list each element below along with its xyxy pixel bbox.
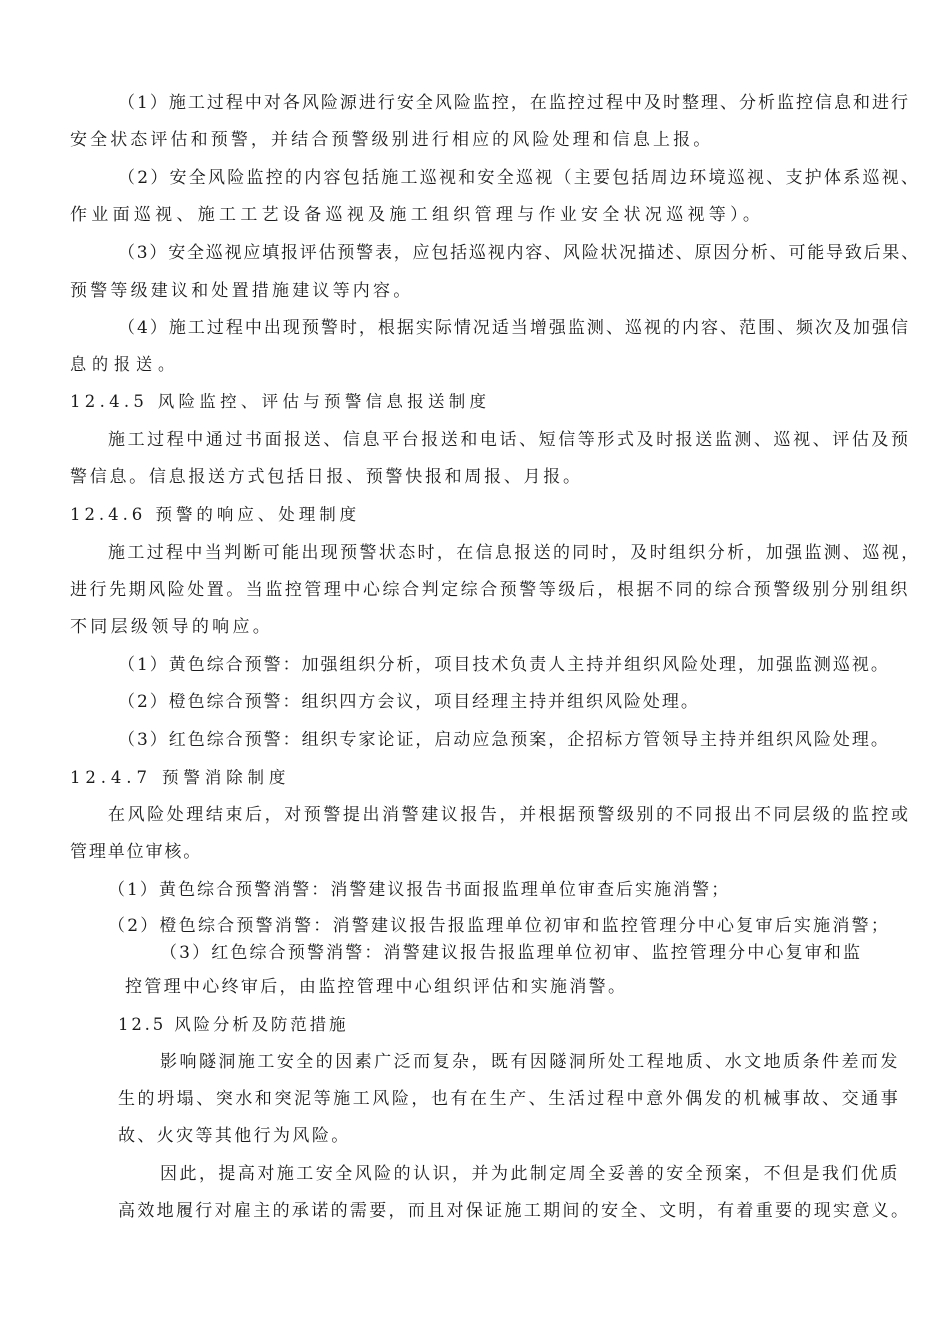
paragraph-line: 在风险处理结束后，对预警提出消警建议报告，并根据预警级别的不同报出不同层级的监控或 [108, 805, 911, 825]
paragraph-line: 生的坍塌、突水和突泥等施工风险，也有在生产、生活过程中意外偶发的机械事故、交通事 [118, 1089, 901, 1109]
paragraph-line: 管理单位审核。 [70, 842, 203, 862]
section-heading: 12.4.5 风险监控、评估与预警信息报送制度 [70, 392, 491, 411]
section-heading: 12.4.6 预警的响应、处理制度 [70, 505, 361, 524]
paragraph-line: 高效地履行对雇主的承诺的需要，而且对保证施工期间的安全、文明，有着重要的现实意义。 [118, 1201, 911, 1221]
paragraph-line: 施工过程中通过书面报送、信息平台报送和电话、短信等形式及时报送监测、巡视、评估及预 [108, 430, 911, 450]
paragraph-line: 施工过程中当判断可能出现预警状态时，在信息报送的同时，及时组织分析，加强监测、巡视， [108, 543, 921, 563]
paragraph-line: 因此，提高对施工安全风险的认识，并为此制定周全妥善的安全预案，不但是我们优质 [160, 1164, 900, 1184]
paragraph-line: （1）施工过程中对各风险源进行安全风险监控，在监控过程中及时整理、分析监控信息和进行 [118, 93, 911, 113]
paragraph-line: （2）安全风险监控的内容包括施工巡视和安全巡视（主要包括周边环境巡视、支护体系巡视、 [118, 168, 921, 188]
paragraph-line: 故、火灾等其他行为风险。 [118, 1126, 351, 1146]
paragraph-line: （2）橙色综合预警消警：消警建议报告报监理单位初审和监控管理分中心复审后实施消警； [108, 916, 891, 936]
paragraph-line: （3）安全巡视应填报评估预警表，应包括巡视内容、风险状况描述、原因分析、可能导致后果、 [118, 243, 921, 263]
paragraph-line: 息的报送。 [70, 355, 180, 375]
paragraph-line: （2）橙色综合预警：组织四方会议，项目经理主持并组织风险处理。 [118, 692, 700, 712]
paragraph-line: 安全状态评估和预警，并结合预警级别进行相应的风险处理和信息上报。 [70, 130, 714, 150]
paragraph-line: （1）黄色综合预警：加强组织分析，项目技术负责人主持并组织风险处理，加强监测巡视。 [118, 655, 890, 675]
paragraph-line: 控管理中心终审后，由监控管理中心组织评估和实施消警。 [125, 977, 628, 997]
paragraph-line: 警信息。信息报送方式包括日报、预警快报和周报、月报。 [70, 467, 583, 487]
paragraph-line: （3）红色综合预警消警：消警建议报告报监理单位初审、监控管理分中心复审和监 [160, 943, 863, 963]
paragraph-line: 预警等级建议和处置措施建议等内容。 [70, 281, 414, 301]
paragraph-line: （3）红色综合预警：组织专家论证，启动应急预案，企招标方管领导主持并组织风险处理。 [118, 730, 890, 750]
paragraph-line: 影响隧洞施工安全的因素广泛而复杂，既有因隧洞所处工程地质、水文地质条件差而发 [160, 1052, 900, 1072]
paragraph-line: （1）黄色综合预警消警：消警建议报告书面报监理单位审查后实施消警； [108, 880, 731, 900]
paragraph-line: （4）施工过程中出现预警时，根据实际情况适当增强监测、巡视的内容、范围、频次及加强信 [118, 318, 911, 338]
paragraph-line: 不同层级领导的响应。 [70, 617, 274, 637]
section-heading: 12.4.7 预警消除制度 [70, 768, 291, 787]
section-heading: 12.5 风险分析及防范措施 [118, 1015, 349, 1034]
paragraph-line: 进行先期风险处置。当监控管理中心综合判定综合预警等级后，根据不同的综合预警级别分别组织 [70, 580, 910, 600]
paragraph-line: 作业面巡视、施工工艺设备巡视及施工组织管理与作业安全状况巡视等）。 [70, 205, 765, 225]
